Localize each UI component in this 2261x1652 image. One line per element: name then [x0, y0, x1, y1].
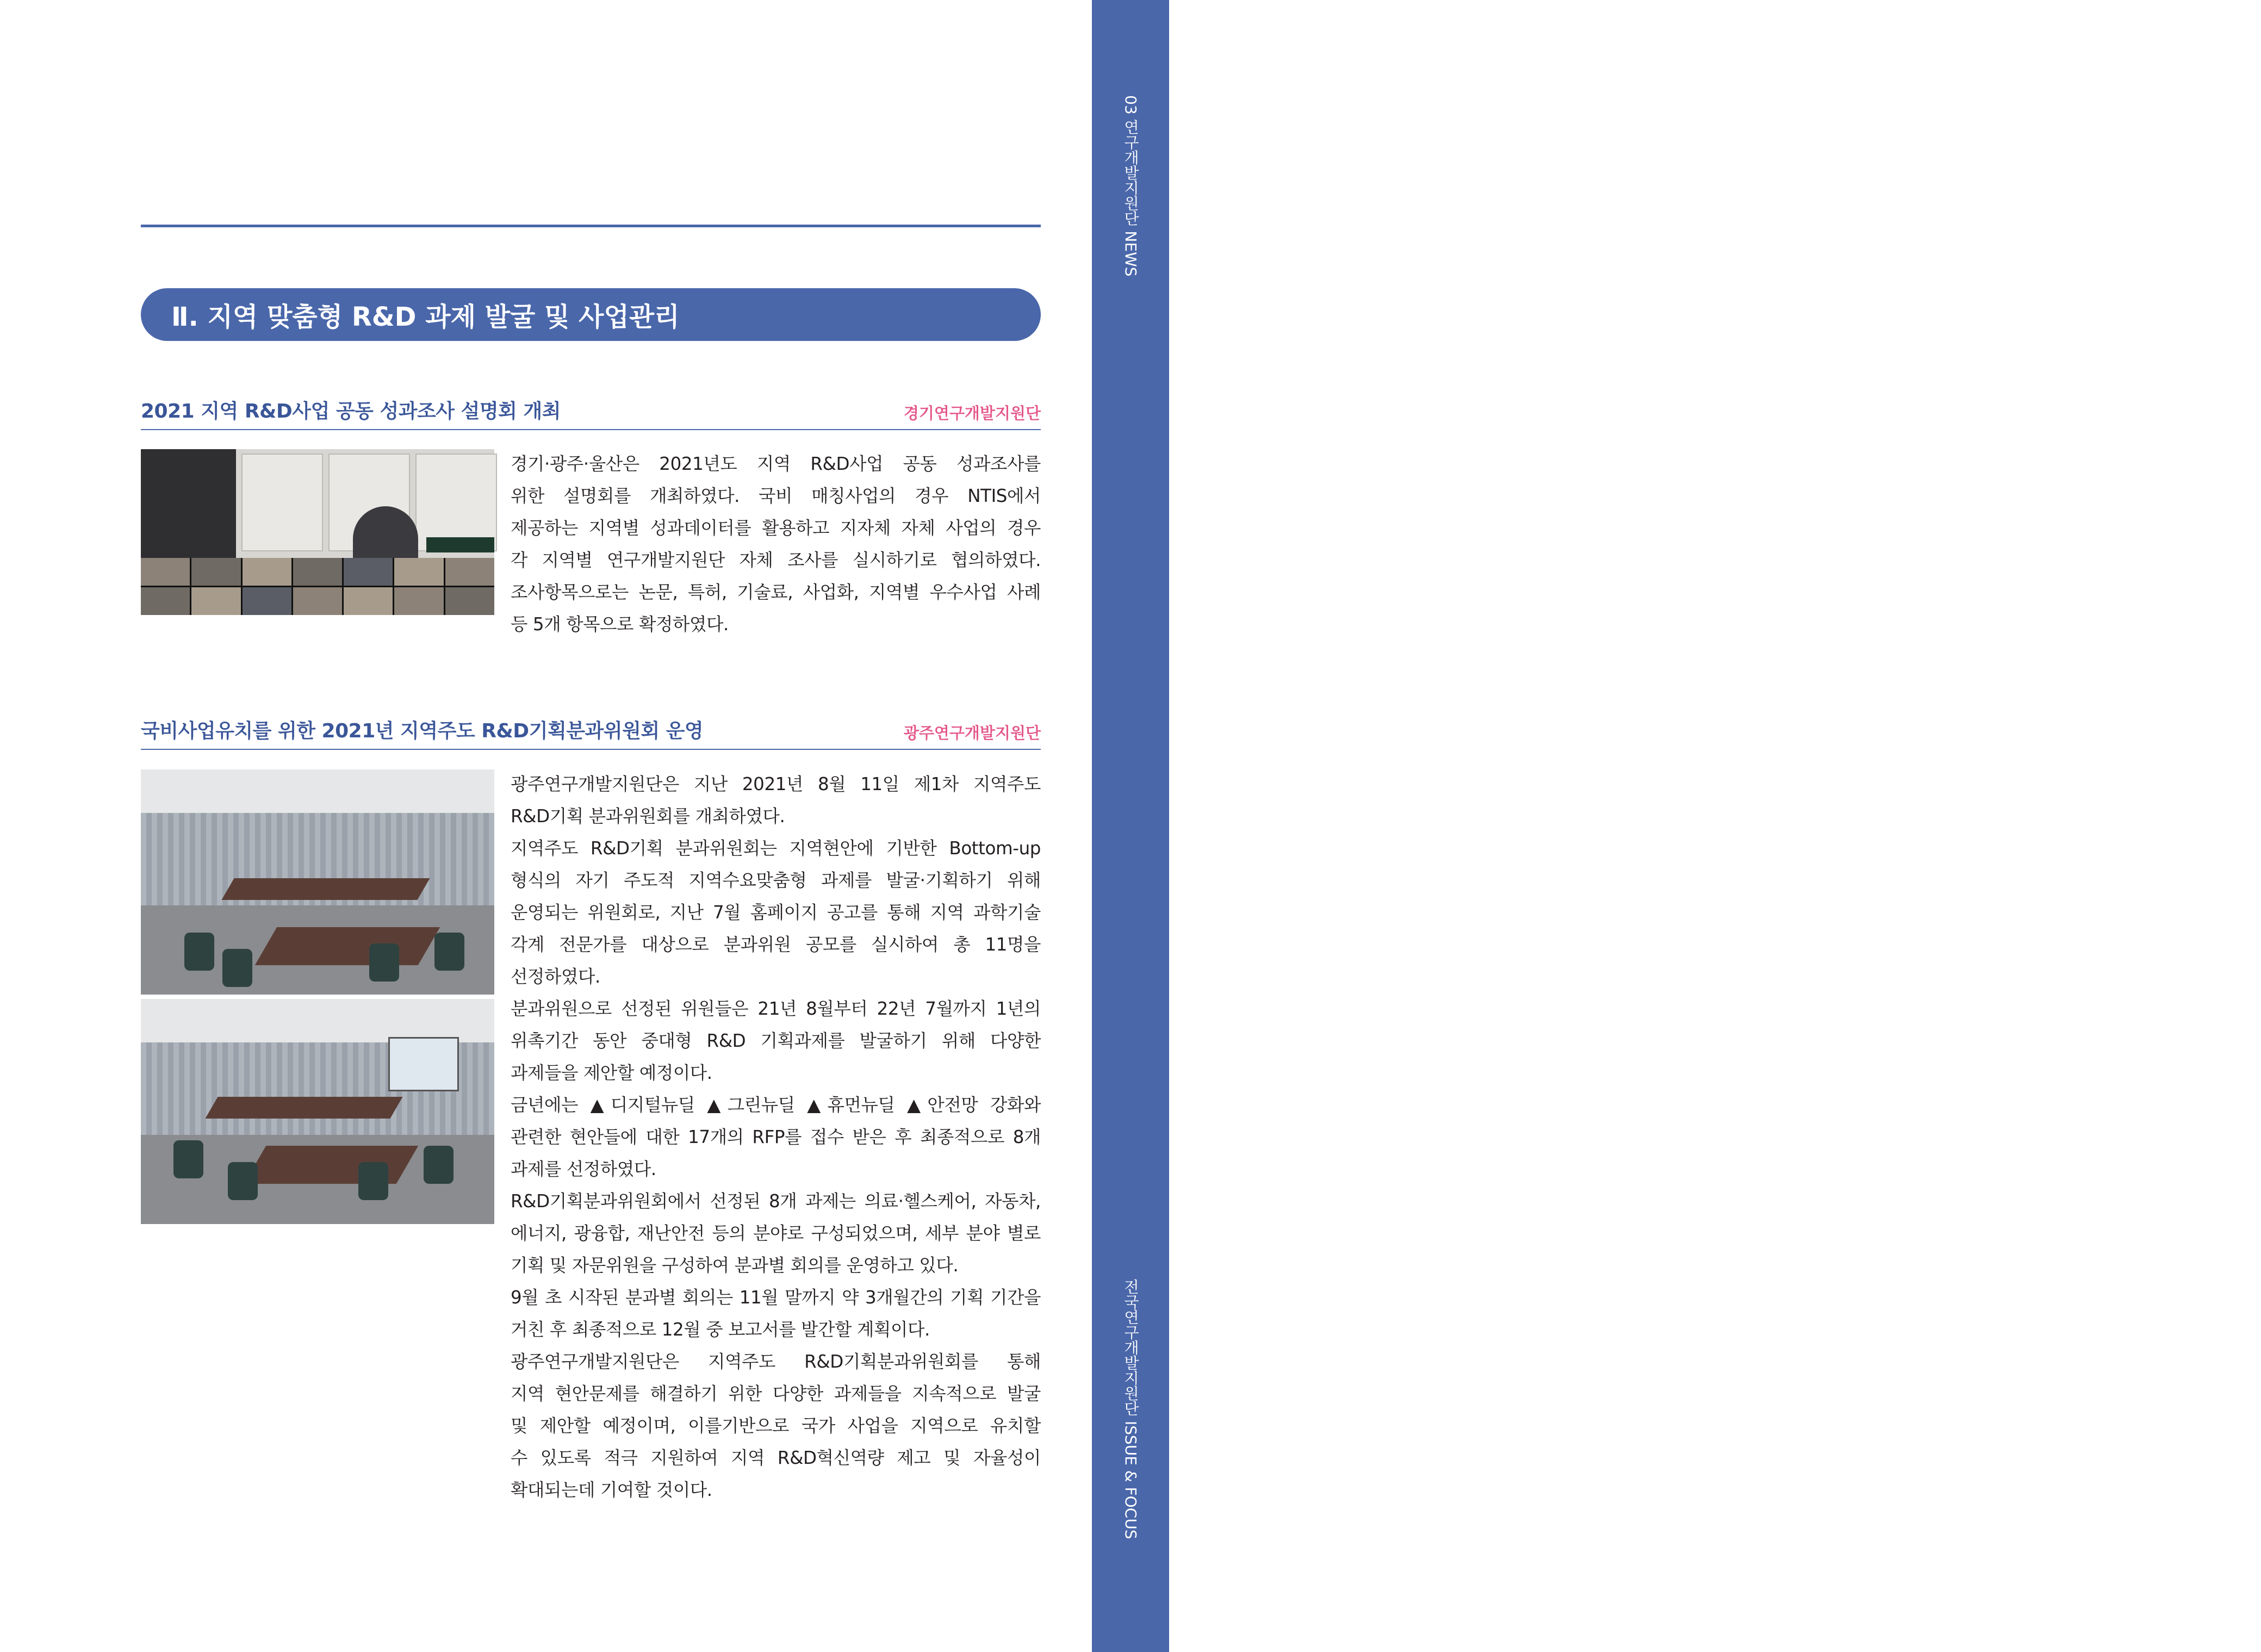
side-section-label: 03 연구개발지원단 NEWS: [1122, 95, 1140, 277]
side-publication-label: 전국연구개발지원단 ISSUE & FOCUS: [1122, 1279, 1140, 1539]
body-line: 확대되는데 기여할 것이다.: [511, 1480, 712, 1500]
body-line: R&D기획 분과위원회를 개최하였다.: [511, 806, 785, 827]
body-line: 조사항목으로는 논문, 특허, 기술료, 사업화, 지역별 우수사업 사례: [511, 582, 1041, 603]
speaker-name-tag: [426, 537, 494, 552]
body-line: 에너지, 광융합, 재난안전 등의 분야로 구성되었으며, 세부 분야 별로: [511, 1223, 1041, 1244]
side-bar: [1092, 0, 2234, 1652]
body-line: 관련한 현안들에 대한 17개의 RFP를 접수 받은 후 최종적으로 8개: [511, 1127, 1041, 1147]
body-line: 각 지역별 연구개발지원단 자체 조사를 실시하기로 협의하였다.: [511, 550, 1041, 570]
body-line: 광주연구개발지원단은 지난 2021년 8월 11일 제1차 지역주도: [511, 774, 1041, 794]
body-line: 금년에는 ▲디지털뉴딜 ▲그린뉴딜 ▲휴먼뉴딜 ▲안전망 강화와: [511, 1095, 1041, 1115]
presentation-screen: [388, 1037, 459, 1091]
participant-grid: [141, 558, 494, 615]
body-line: 거친 후 최종적으로 12월 중 보고서를 발간할 계획이다.: [511, 1319, 930, 1340]
article-2-org: 광주연구개발지원단: [903, 724, 1041, 742]
article-1-title: 2021 지역 R&D사업 공동 성과조사 설명회 개최: [141, 400, 561, 423]
body-line: 및 제안할 예정이며, 이를기반으로 국가 사업을 지역으로 유치할: [511, 1415, 1041, 1436]
article-2-title: 국비사업유치를 위한 2021년 지역주도 R&D기획분과위원회 운영: [141, 720, 704, 742]
article-1-org: 경기연구개발지원단: [903, 404, 1041, 423]
body-line: 제공하는 지역별 성과데이터를 활용하고 지자체 자체 사업의 경우: [511, 518, 1041, 538]
video-conference-photo: [141, 449, 494, 615]
body-line: 광주연구개발지원단은 지역주도 R&D기획분과위원회를 통해: [511, 1351, 1041, 1372]
body-line: 운영되는 위원회로, 지난 7월 홈페이지 공고를 통해 지역 과학기술: [511, 902, 1041, 923]
meeting-photo-1: [141, 769, 494, 995]
article-2-rule: [141, 749, 1041, 750]
top-rule: [141, 225, 1041, 227]
body-line: 등 5개 항목으로 확정하였다.: [511, 614, 729, 635]
body-line: 형식의 자기 주도적 지역수요맞춤형 과제를 발굴·기획하기 위해: [511, 870, 1041, 891]
meeting-photo-2: [141, 999, 494, 1224]
body-line: 9월 초 시작된 분과별 회의는 11월 말까지 약 3개월간의 기획 기간을: [511, 1287, 1041, 1308]
body-line: 분과위원으로 선정된 위원들은 21년 8월부터 22년 7월까지 1년의: [511, 998, 1041, 1019]
body-line: 각계 전문가를 대상으로 분과위원 공모를 실시하여 총 11명을: [511, 934, 1041, 955]
body-line: 과제를 선정하였다.: [511, 1159, 656, 1179]
article-1-body: [511, 448, 1041, 641]
body-line: 지역 현안문제를 해결하기 위한 다양한 과제들을 지속적으로 발굴: [511, 1383, 1041, 1404]
body-line: 기획 및 자문위원을 구성하여 분과별 회의를 운영하고 있다.: [511, 1255, 959, 1276]
page-number: 25: [2210, 813, 2234, 833]
body-line: 위한 설명회를 개최하였다. 국비 매칭사업의 경우 NTIS에서: [511, 486, 1041, 506]
body-line: R&D기획분과위원회에서 선정된 8개 과제는 의료·헬스케어, 자동차,: [511, 1191, 1041, 1212]
article-2-body: [511, 768, 1041, 1506]
body-line: 지역주도 R&D기획 분과위원회는 지역현안에 기반한 Bottom-up: [511, 838, 1041, 859]
article-1-rule: [141, 429, 1041, 430]
body-line: 수 있도록 적극 지원하여 지역 R&D혁신역량 제고 및 자율성이: [511, 1448, 1041, 1468]
body-line: 경기·광주·울산은 2021년도 지역 R&D사업 공동 성과조사를: [511, 454, 1041, 474]
body-line: 위촉기간 동안 중대형 R&D 기획과제를 발굴하기 위해 다양한: [511, 1030, 1041, 1051]
section-title: Ⅱ. 지역 맞춤형 R&D 과제 발굴 및 사업관리: [141, 288, 1041, 341]
body-line: 과제들을 제안할 예정이다.: [511, 1063, 712, 1083]
body-line: 선정하였다.: [511, 966, 600, 987]
